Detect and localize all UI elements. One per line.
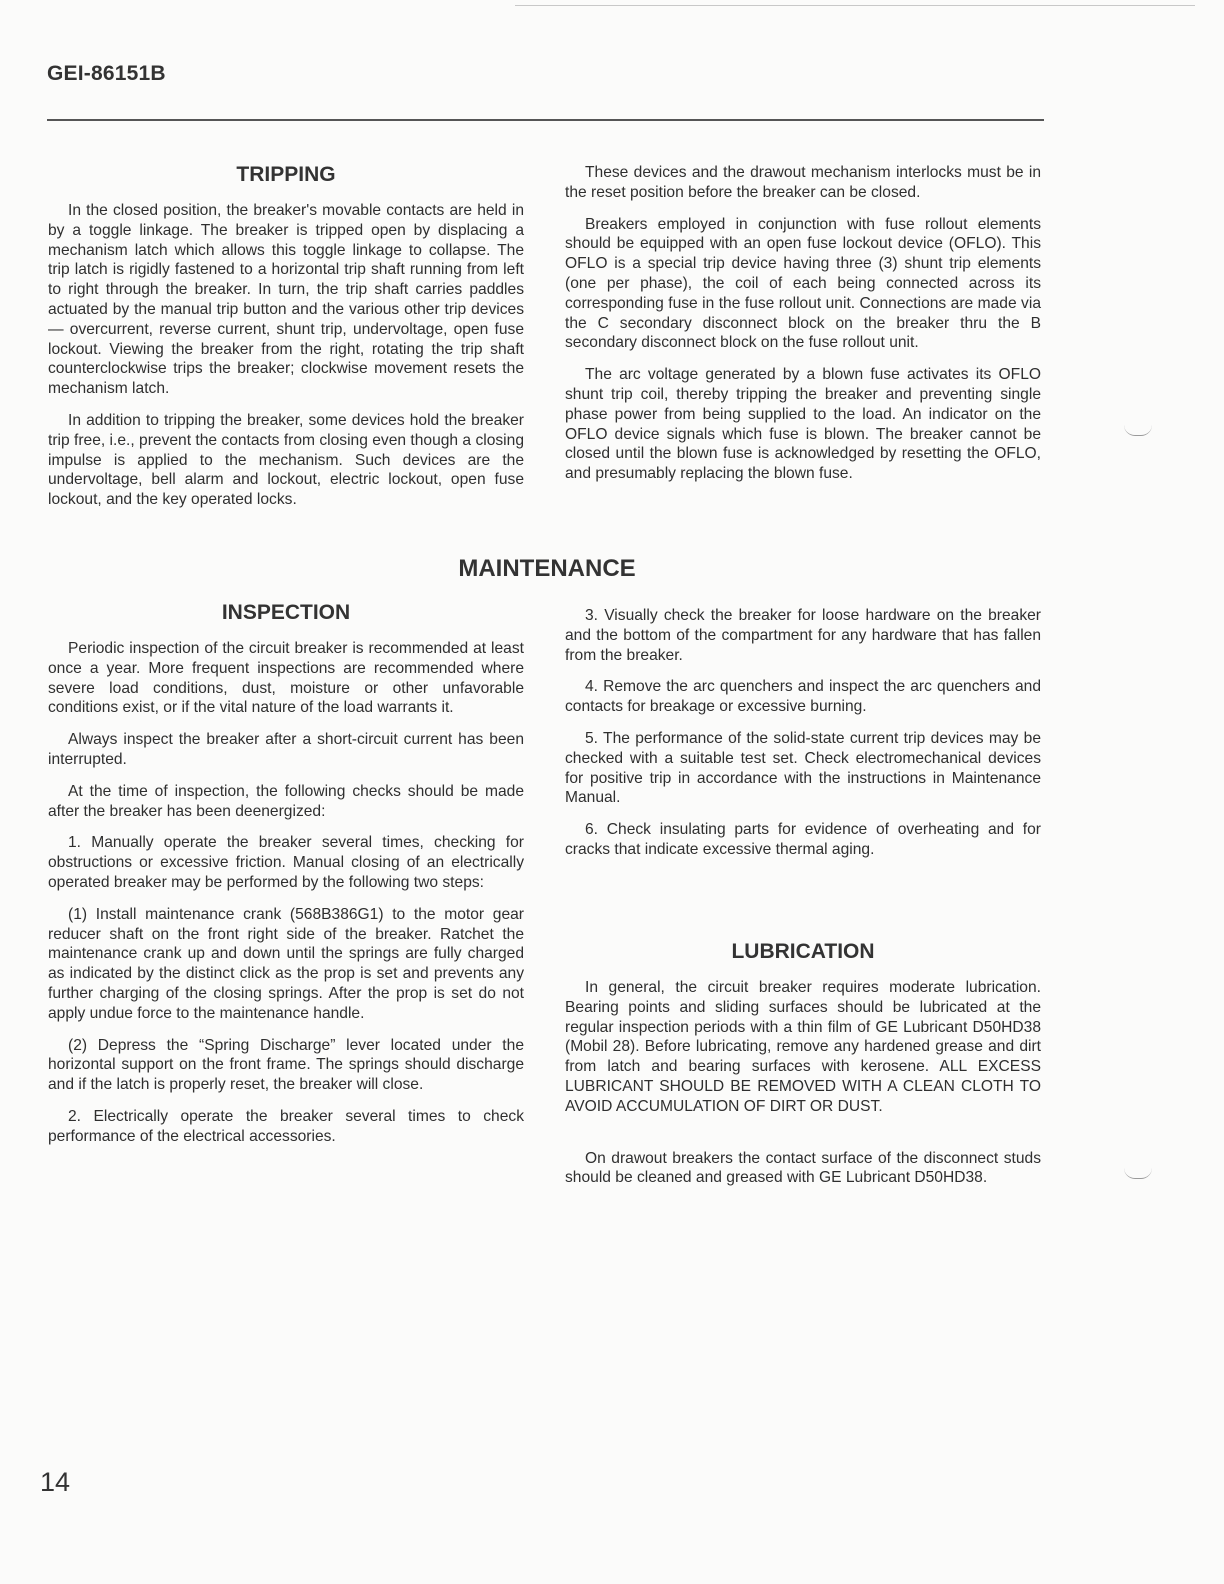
inspection-substep: (1) Install maintenance crank (568B386G1) to the motor gear reducer shaft on the front right side of the breaker. Ratchet the maintenance crank up and down until the springs are fully charged as indicated by the distinct click as the prop is set and prevents any further charging of the closing springs. After the prop is set do not apply undue force to the maintenance handle. xyxy=(48,905,524,1022)
inspection-continued xyxy=(565,606,1041,872)
top-edge-rule xyxy=(515,5,1195,6)
page-number: 14 xyxy=(40,1467,71,1497)
lubrication-heading: LUBRICATION xyxy=(731,940,875,963)
tripping-heading: TRIPPING xyxy=(236,163,336,186)
tripping-paragraph: In addition to tripping the breaker, some devices hold the breaker trip free, i.e., prevent the contacts from closing even though a closing impulse is applied to the mechanism. Such devices are the undervoltage, bell alarm and lockout, electric lockout, open fuse lockout, and the key operated locks. xyxy=(48,411,524,509)
inspection-step: 5. The performance of the solid-state current trip devices may be checked with a suitable test set. Check electromechanical devices for positive trip in accordance with the instructions in Maintenance Manual. xyxy=(565,729,1041,807)
scan-margin-mark xyxy=(1124,1168,1152,1179)
inspection-paragraph: Periodic inspection of the circuit breaker is recommended at least once a year. More frequent inspections are recommended where severe load conditions, dust, moisture or other unfavorable conditions exist, or if the vital nature of the load warrants it. xyxy=(48,640,524,717)
document-id: GEI-86151B xyxy=(47,62,166,85)
inspection-paragraph: At the time of inspection, the following checks should be made after the breaker has been deenergized: xyxy=(48,782,524,820)
inspection-step: 2. Electrically operate the breaker several times to check performance of the electrical accessories. xyxy=(48,1107,524,1145)
inspection-step: 3. Visually check the breaker for loose hardware on the breaker and the bottom of the compartment for any hardware that has fallen from the breaker. xyxy=(565,607,1041,664)
tripping-section xyxy=(48,163,524,522)
lubrication-paragraph: On drawout breakers the contact surface of the disconnect studs should be cleaned and greased with GE Lubricant D50HD38. xyxy=(565,1149,1041,1187)
lubrication-section xyxy=(565,940,1041,1200)
tripping-paragraph: The arc voltage generated by a blown fuse activates its OFLO shunt trip coil, thereby tripping the breaker and preventing single phase power from being supplied to the load. An indicator on the OFLO device signals which fuse is blown. The breaker cannot be closed until the blown fuse is acknowledged by resetting the OFLO, and presumably replacing the blown fuse. xyxy=(565,366,1041,483)
lubrication-paragraph: In general, the circuit breaker requires moderate lubrication. Bearing points and sliding surfaces should be lubricated at the regular inspection periods with a thin film of GE Lubricant D50HD38 (Mobil 28). Before lubricating, remove any hardened grease and dirt from latch and bearing surfaces with kerosene. ALL EXCESS LUBRICANT SHOULD BE REMOVED WITH A CLEAN CLOTH TO AVOID ACCUMULATION OF DIRT OR DUST. xyxy=(565,979,1041,1115)
inspection-substep: (2) Depress the “Spring Discharge” lever located under the horizontal support on the front frame. The springs should discharge and if the latch is properly reset, the breaker will close. xyxy=(48,1036,524,1094)
inspection-step: 4. Remove the arc quenchers and inspect the arc quenchers and contacts for breakage or excessive burning. xyxy=(565,678,1041,716)
inspection-heading: INSPECTION xyxy=(221,601,351,624)
tripping-paragraph: In the closed position, the breaker's movable contacts are held in by a toggle linkage. The breaker is tripped open by displacing a mechanism latch which allows this toggle linkage to collapse. The trip latch is rigidly fastened to a horizontal trip shaft running from left to right through the breaker. In turn, the trip shaft carries paddles actuated by the manual trip button and the various other trip devices — overcurrent, reverse current, shunt trip, undervoltage, open fuse lockout. Viewing the breaker from the right, rotating the trip shaft counterclockwise trips the breaker; clockwise movement resets the mechanism latch. xyxy=(48,202,524,398)
header-rule xyxy=(47,119,1044,121)
tripping-paragraph: These devices and the drawout mechanism interlocks must be in the reset position before the breaker can be closed. xyxy=(565,164,1041,201)
tripping-continued xyxy=(565,163,1041,496)
inspection-step: 6. Check insulating parts for evidence of overheating and for cracks that indicate excessive thermal aging. xyxy=(565,821,1041,858)
maintenance-heading: MAINTENANCE xyxy=(458,555,636,582)
inspection-step: 1. Manually operate the breaker several times, checking for obstructions or excessive friction. Manual closing of an electrically operated breaker may be performed by the following two steps: xyxy=(48,834,524,891)
scan-margin-mark xyxy=(1124,425,1152,436)
inspection-section xyxy=(48,601,524,1159)
inspection-paragraph: Always inspect the breaker after a short-circuit current has been interrupted. xyxy=(48,731,524,768)
tripping-paragraph: Breakers employed in conjunction with fuse rollout elements should be equipped with an open fuse lockout device (OFLO). This OFLO is a special trip device having three (3) shunt trip elements (one per phase), the coil of each being connected across its corresponding fuse in the fuse rollout unit. Connections are made via the C secondary disconnect block on the breaker thru the B secondary disconnect block on the fuse rollout unit. xyxy=(565,215,1041,352)
